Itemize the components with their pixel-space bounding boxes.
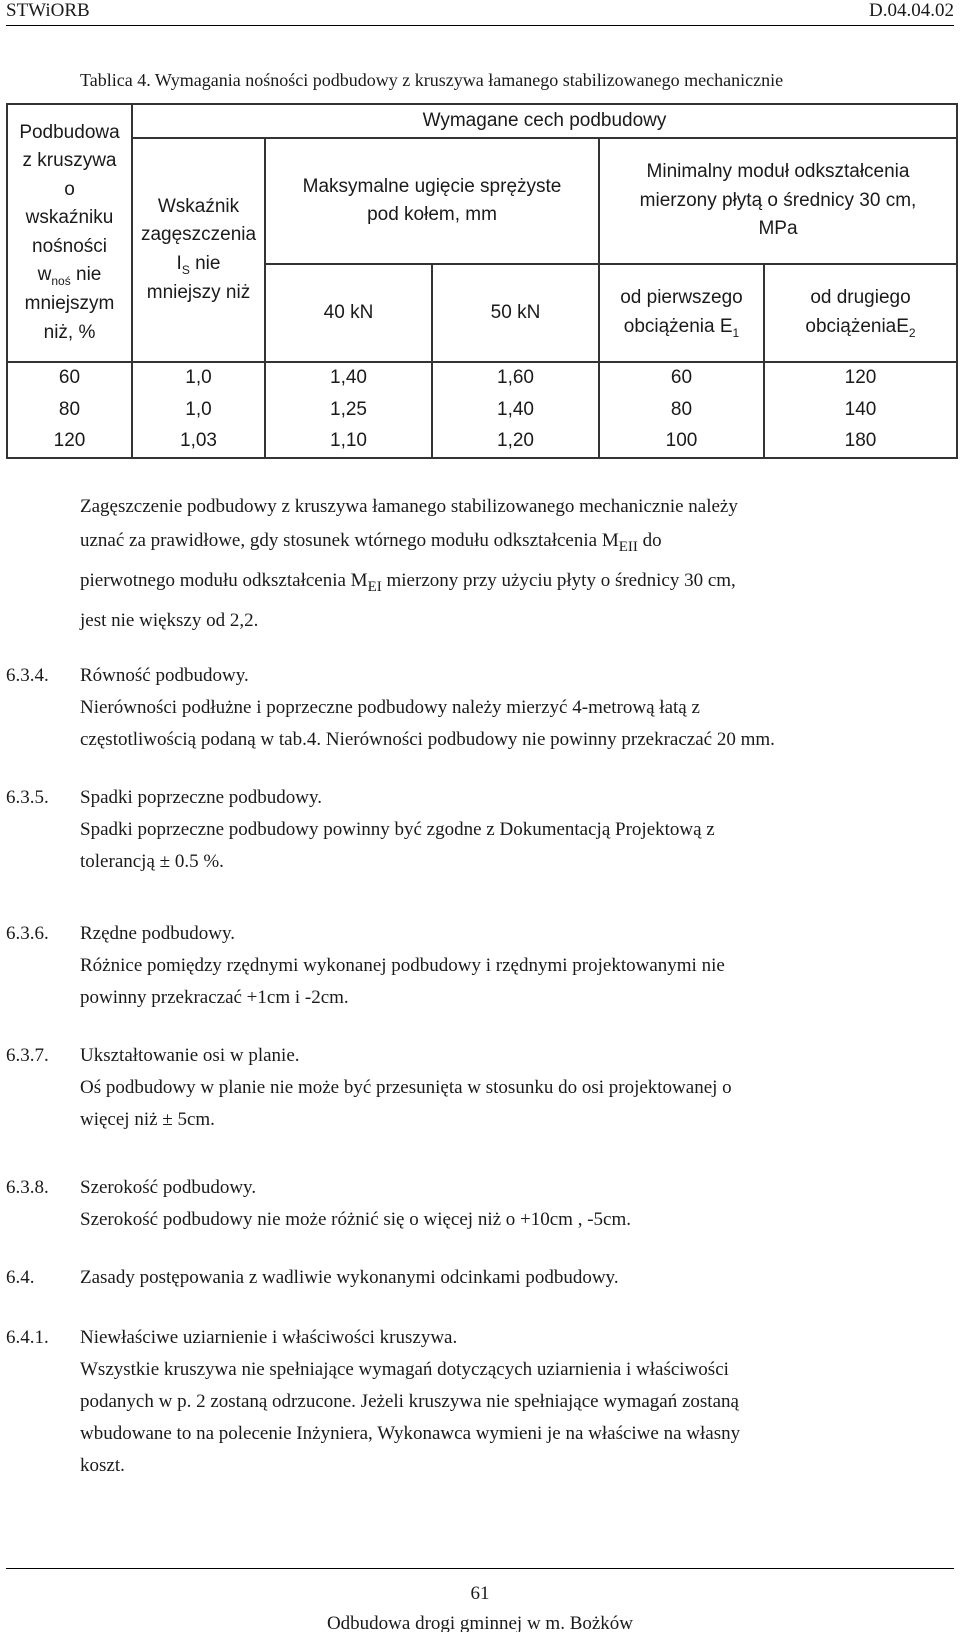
compaction-paragraph: Zagęszczenie podbudowy z kruszywa łamanego stabilizowanego mechanicznie należy uznać za prawidłowe, gdy stosunek wtórnego modułu odkształcenia $M_{EII}$ do pierwotnego modułu odkształcenia $M_{EI}$ mierzony przy użyciu płyty o średnicy 30 cm, jest nie większy od 2,2. (80, 496, 738, 631)
section-6-3-8: 6.3.8. Szerokość podbudowy. Szerokość podbudowy nie może różnić się o więcej niż o +10cm , -5cm. (6, 1177, 631, 1230)
col-header-compaction: Wskaźnik zagęszczenia $I_S$ nie mniejszy niż (132, 138, 265, 362)
group-header: Wymagane cech podbudowy (132, 104, 957, 138)
page-header (6, 0, 954, 26)
sub-header-e2: od drugiego obciążeniaE$_2$ (764, 264, 957, 362)
table-caption: Tablica 4. Wymagania nośności podbudowy z kruszywa łamanego stabilizowanego mechanicznie (80, 70, 784, 90)
col-header-bearing: Podbudowa z kruszywa o wskaźniku nośności $w_{noś}$ nie mniejszym niż, % (7, 104, 132, 362)
col-header-deflection: Maksymalne ugięcie sprężyste pod kołem, mm (265, 138, 599, 264)
section-6-4-1: 6.4.1. Niewłaściwe uziarnienie i właściwości kruszywa. Wszystkie kruszywa nie spełniające wymagań dotyczących uziarnienia i właściwości podanych w p. 2 zostaną odrzucone. Jeżeli kruszywa nie spełniające wymagań zostaną wbudowane to na polecenie Inżyniera, Wykonawca wymieni je na właściwe na własny koszt. (6, 1327, 741, 1476)
table-row: 60 1,0 1,40 1,60 60 120 (7, 362, 957, 394)
table-row: 80 1,0 1,25 1,40 80 140 (7, 394, 957, 426)
page-footer (6, 1568, 954, 1632)
header-right: D.04.04.02 (869, 0, 954, 21)
requirements-table (6, 103, 958, 459)
section-6-4: 6.4. Zasady postępowania z wadliwie wykonanymi odcinkami podbudowy. (6, 1267, 619, 1288)
section-6-3-6: 6.3.6. Rzędne podbudowy. Różnice pomiędzy rzędnymi wykonanej podbudowy i rzędnymi projektowanymi nie powinny przekraczać +1cm i -2cm. (6, 923, 725, 1008)
sub-header-50kn: 50 kN (432, 264, 599, 362)
section-6-3-5: 6.3.5. Spadki poprzeczne podbudowy. Spadki poprzeczne podbudowy powinny być zgodne z Dokumentacją Projektową z tolerancją ± 0.5 %. (6, 787, 715, 872)
sub-header-e1: od pierwszego obciążenia $E_1$ (599, 264, 764, 362)
header-left: STWiORB (6, 0, 90, 21)
document-title: Odbudowa drogi gminnej w m. Bożków (326, 1613, 634, 1632)
table-row: 120 1,03 1,10 1,20 100 180 (7, 426, 957, 458)
sub-header-40kn: 40 kN (265, 264, 432, 362)
page-number: 61 (470, 1583, 490, 1604)
section-6-3-4: 6.3.4. Równość podbudowy. Nierówności podłużne i poprzeczne podbudowy należy mierzyć 4-metrową łatą z częstotliwością podaną w tab.4. Nierówności podbudowy nie powinny przekraczać 20 mm. (6, 665, 775, 750)
section-6-3-7: 6.3.7. Ukształtowanie osi w planie. Oś podbudowy w planie nie może być przesunięta w stosunku do osi projektowanej o więcej niż ± 5cm. (6, 1045, 732, 1130)
col-header-modulus: Minimalny moduł odkształcenia mierzony płytą o średnicy 30 cm, MPa (599, 138, 957, 264)
